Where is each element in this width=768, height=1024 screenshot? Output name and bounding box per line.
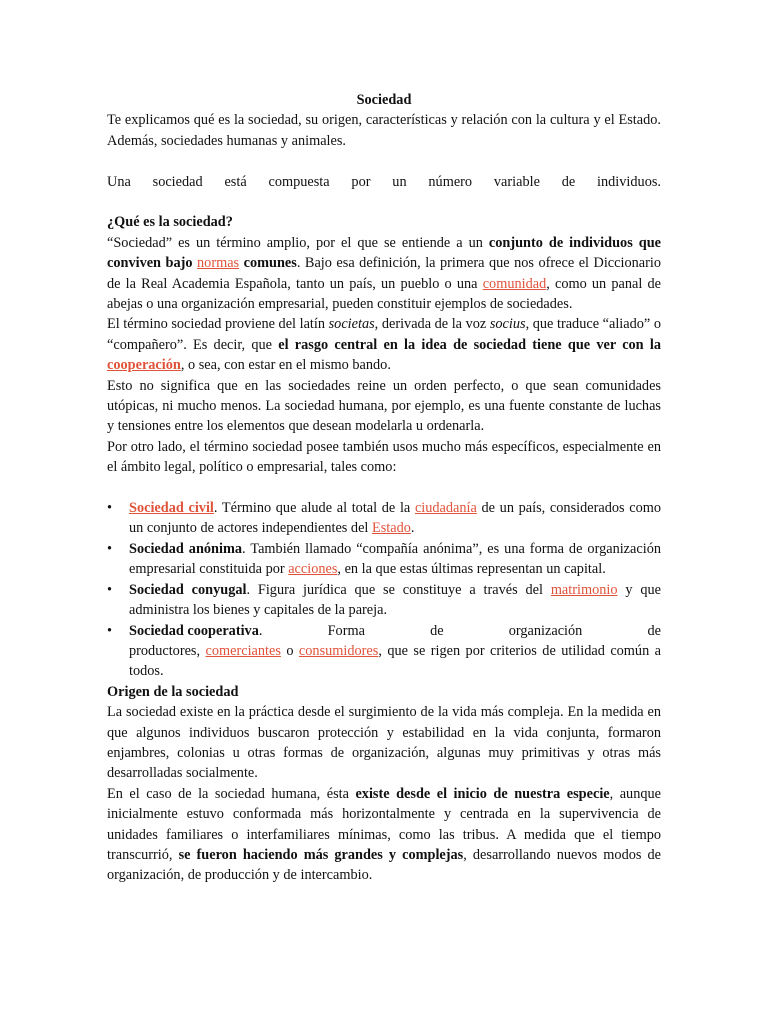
text: El término sociedad proviene del latín [107,316,329,333]
paragraph-definition [107,233,661,315]
text: . Término que alude al total de la [213,500,415,517]
blank-line [107,478,661,498]
paragraph-origin: La sociedad existe en la práctica desde el surgimiento de la vida más compleja. En la medida en que algunos individuos buscaron protección y estabilidad en la vida conjunta, formaron enjambres, colonias u otras formas de organización, algunas muy primitivas y otras más desarrolladas socialmente. [107,704,661,782]
text: , en la que estas últimas representan un capital. [337,561,606,578]
paragraph-specific-uses: Por otro lado, el término sociedad posee también usos mucho más específicos, especialmente en el ámbito legal, político o empresarial, tales como: [107,438,661,476]
link-estado[interactable]: Estado [371,520,411,537]
text: Forma [327,622,365,639]
text: o [280,642,299,659]
text: En el caso de la sociedad humana, ésta [107,785,356,802]
intro-paragraph: Te explicamos qué es la sociedad, su origen, características y relación con la cultura y el Estado. Además, sociedades humanas y animales. [107,112,661,149]
link-normas[interactable]: normas [197,255,240,272]
list-item-sociedad-conyugal [107,580,661,621]
bold-text: conjunto de individuos que conviven bajo [107,234,661,272]
text: de [430,622,444,639]
text: productores, [129,642,206,659]
text: , desarrollando nuevos modos de organización, de producción y de intercambio. [107,846,661,884]
text: . [258,622,263,639]
text: . También llamado “compañía anónima”, es una forma de organización empresarial constituida por [129,540,661,578]
text: de [647,622,661,639]
text: , que traduce “aliado” o “compañero”. Es decir, que [107,316,661,353]
bold-text: existe desde el inicio de nuestra especie [355,785,610,802]
italic-text: societas [328,316,375,333]
text: , o sea, con estar en el mismo bando. [180,357,391,374]
text: , que se rigen por criterios de utilidad común a todos. [129,642,661,680]
link-consumidores[interactable]: consumidores [298,642,379,659]
uses-list [107,498,661,682]
list-item-sociedad-anonima [107,539,661,580]
text: organización [508,622,583,639]
link-sociedad-civil[interactable]: Sociedad civil [129,500,214,517]
blank-line [107,192,661,212]
image-caption: Una sociedad está compuesta por un número variable de individuos. [107,173,661,190]
link-acciones[interactable]: acciones [288,561,338,578]
text: , derivada de la voz [374,316,490,333]
link-comerciantes[interactable]: comerciantes [205,642,281,659]
text: . Bajo esa definición, la primera que nos ofrece el Diccionario de la Real Academia Española, tanto un país, un pueblo o una [107,255,661,292]
paragraph-human-society [107,784,661,886]
bold-text: Sociedad conyugal [129,581,247,598]
link-comunidad[interactable]: comunidad [482,275,547,292]
bold-text: Sociedad anónima [129,540,243,557]
text: de un país, considerados como un conjunto de actores independientes del [129,500,661,537]
section-heading-que-es: ¿Qué es la sociedad? [107,214,233,231]
blank-line [107,151,661,171]
link-ciudadania[interactable]: ciudadanía [414,500,477,517]
text: . Figura jurídica que se constituye a través del [246,581,551,598]
list-item-sociedad-civil [107,498,661,539]
list-item-sociedad-cooperativa [107,621,661,682]
justified-first-line [129,621,661,641]
text: “Sociedad” es un término amplio, por el que se entiende a un [107,234,489,251]
bold-text: el rasgo central en la idea de sociedad tiene que ver con la [278,336,661,353]
document-title: Sociedad [356,92,412,108]
document-page [107,90,661,886]
link-matrimonio[interactable]: matrimonio [550,581,618,598]
section-heading-origen: Origen de la sociedad [107,683,239,700]
bold-text: comunes [239,255,297,272]
italic-text: socius [489,316,526,333]
text: , aunque inicialmente estuvo conformada más horizontalmente y centrada en la supervivencia de unidades familiares o interfamiliares mínimas, como las tribus. A medida que el tiempo transcurrió, [107,785,661,863]
text [129,621,262,641]
link-cooperacion[interactable]: cooperación [107,357,181,374]
paragraph-etymology [107,314,661,375]
bold-text: se fueron haciendo más grandes y complejas [178,846,464,863]
bold-text: Sociedad cooperativa [129,622,259,639]
text: . [410,520,415,537]
text: , como un panal de abejas o una organización empresarial, pueden constituir ejemplos de sociedades. [107,275,662,313]
paragraph-order: Esto no significa que en las sociedades reine un orden perfecto, o que sean comunidades utópicas, ni mucho menos. La sociedad humana, por ejemplo, es una fuente constante de luchas y tensiones entre los elementos que desean modelarla u ordenarla. [107,377,661,435]
text: y que administra los bienes y capitales de la pareja. [129,581,661,619]
